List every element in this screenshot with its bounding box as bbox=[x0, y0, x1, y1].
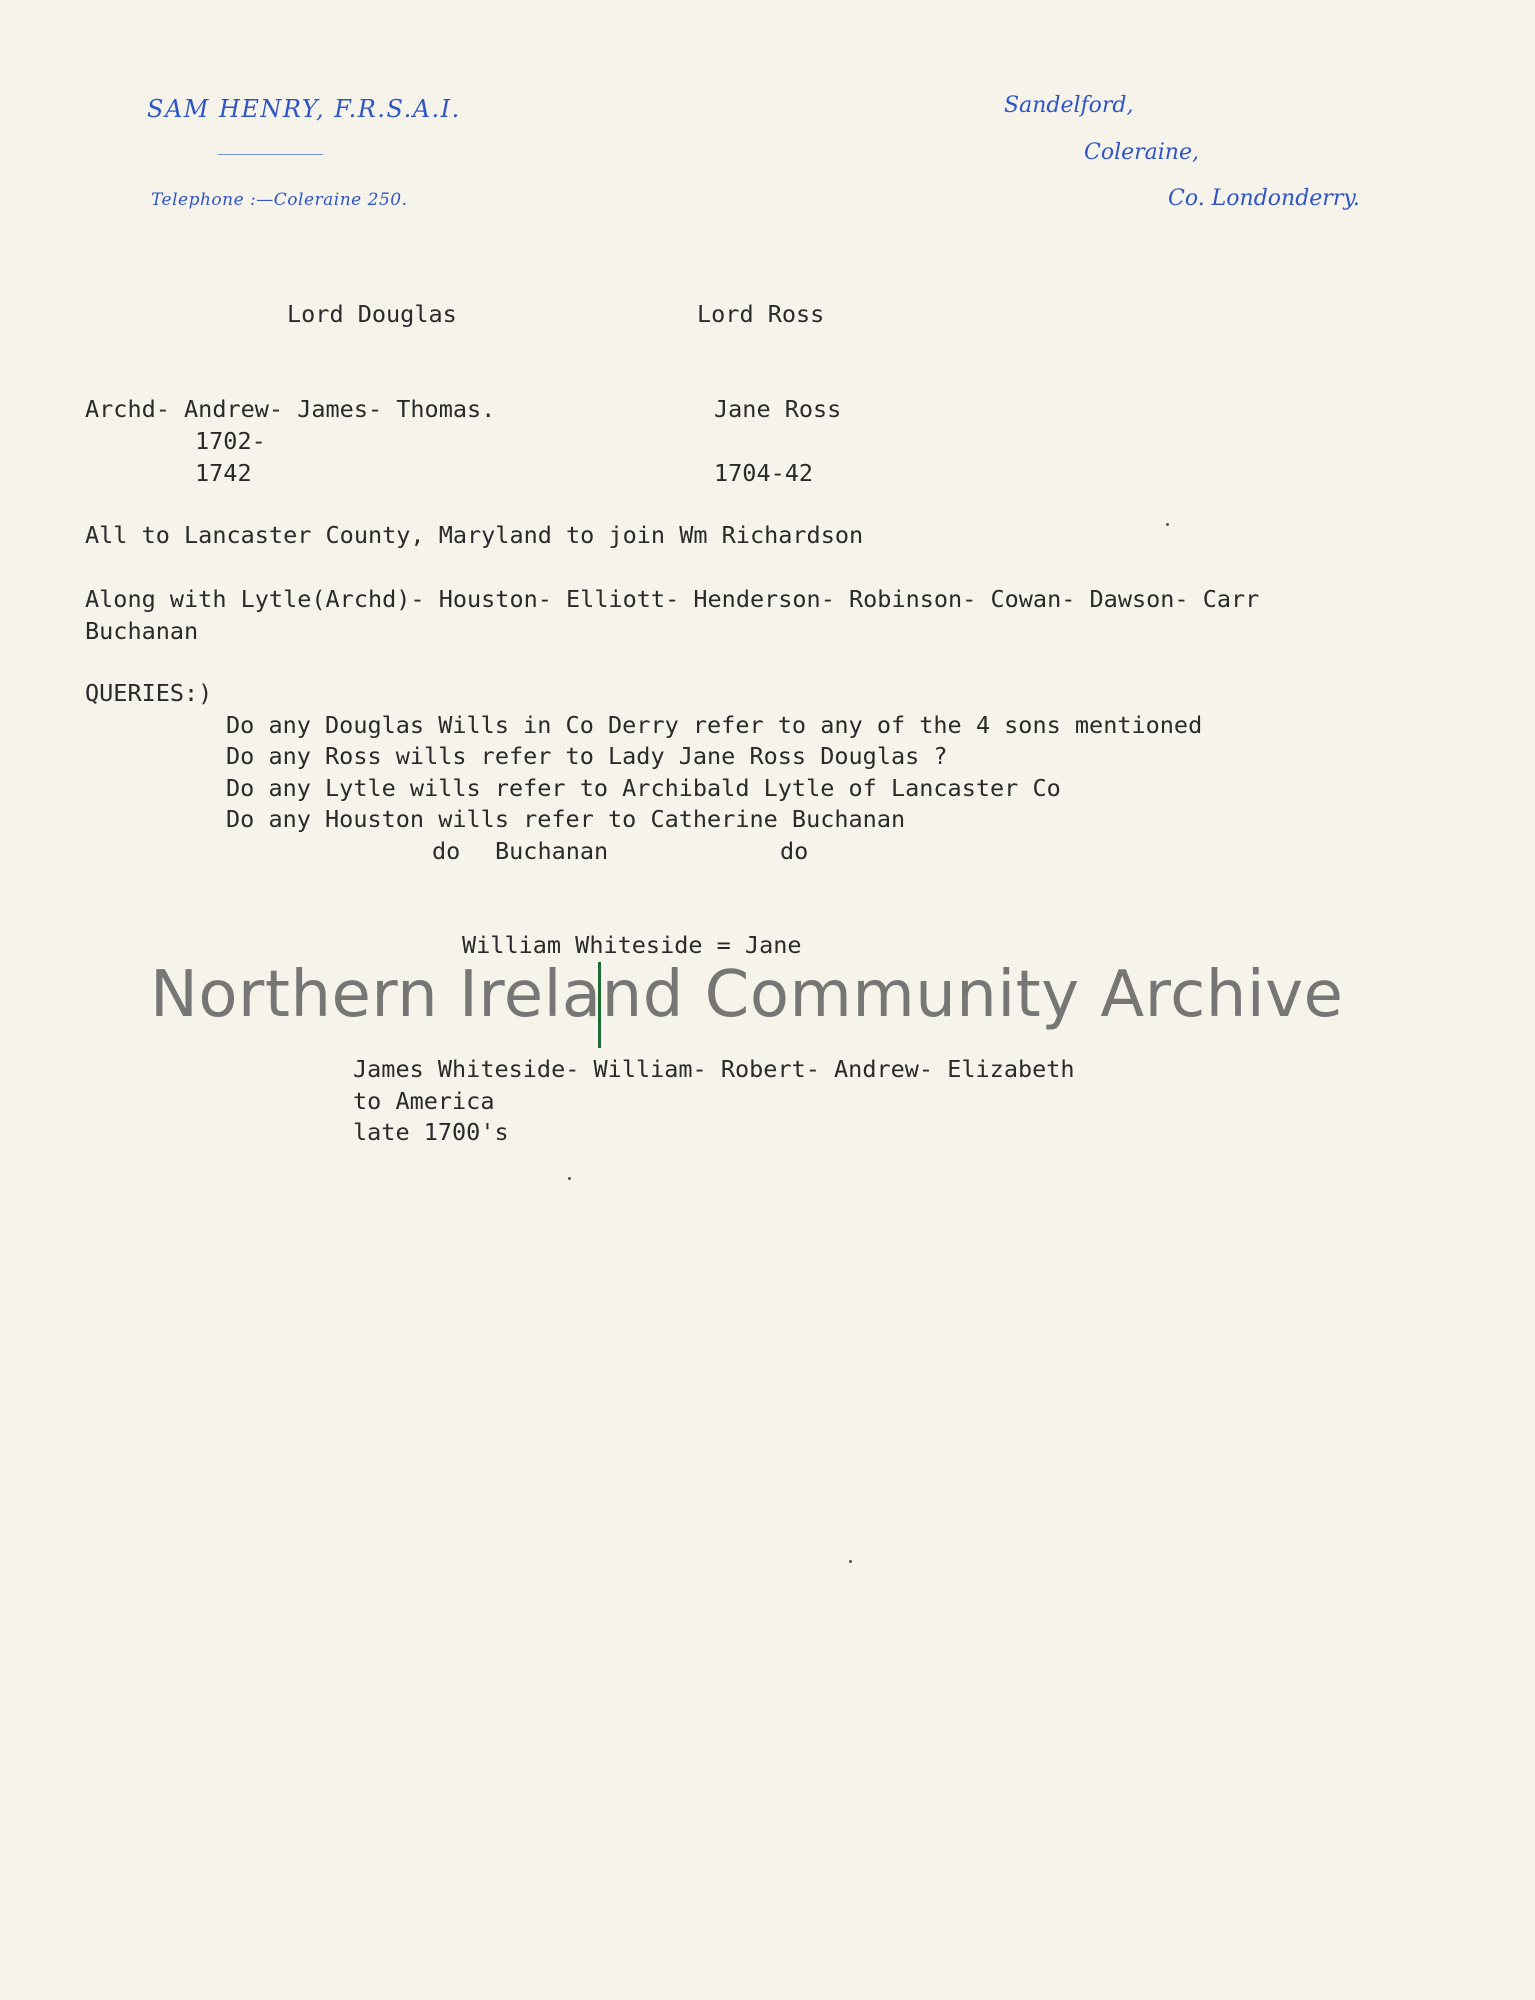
archive-watermark: Northern Ireland Community Archive bbox=[150, 958, 1344, 1032]
query-1: Do any Douglas Wills in Co Derry refer to any of the 4 sons mentioned bbox=[226, 711, 1203, 739]
along-with-line-2: Buchanan bbox=[85, 617, 199, 645]
letterhead-telephone: Telephone :—Coleraine 250. bbox=[151, 190, 408, 210]
destination-line: All to Lancaster County, Maryland to join Wm Richardson bbox=[85, 521, 864, 549]
heading-lord-ross: Lord Ross bbox=[697, 300, 825, 328]
wife-name: Jane Ross bbox=[714, 395, 842, 423]
paper-speck bbox=[1166, 523, 1169, 526]
heading-lord-douglas: Lord Douglas bbox=[287, 300, 457, 328]
query-4: Do any Houston wills refer to Catherine Buchanan bbox=[226, 805, 906, 833]
ditto-1: do bbox=[432, 837, 461, 865]
sons-dates-start: 1702- bbox=[195, 427, 266, 455]
paper-speck bbox=[568, 1177, 571, 1180]
letterhead-rule bbox=[218, 154, 323, 155]
along-with-line: Along with Lytle(Archd)- Houston- Elliott- Henderson- Robinson- Cowan- Dawson- Carr bbox=[85, 585, 1260, 613]
emigration-date: late 1700's bbox=[353, 1118, 509, 1146]
query-2: Do any Ross wills refer to Lady Jane Ross Douglas ? bbox=[226, 742, 948, 770]
whiteside-couple: William Whiteside = Jane bbox=[462, 931, 802, 959]
queries-heading: QUERIES:) bbox=[85, 679, 213, 707]
ditto-2: do bbox=[780, 837, 809, 865]
ditto-name: Buchanan bbox=[495, 837, 609, 865]
emigration-note: to America bbox=[353, 1087, 495, 1115]
whiteside-children: James Whiteside- William- Robert- Andrew- Elizabeth bbox=[353, 1055, 1075, 1083]
paper-speck bbox=[849, 1560, 852, 1563]
letterhead-name: SAM HENRY, F.R.S.A.I. bbox=[147, 95, 461, 123]
wife-dates: 1704-42 bbox=[714, 459, 814, 487]
address-line-1: Sandelford, bbox=[1004, 93, 1134, 118]
address-line-2: Coleraine, bbox=[1084, 140, 1199, 165]
address-line-3: Co. Londonderry. bbox=[1168, 186, 1360, 211]
sons-line: Archd- Andrew- James- Thomas. bbox=[85, 395, 496, 423]
query-3: Do any Lytle wills refer to Archibald Lytle of Lancaster Co bbox=[226, 774, 1061, 802]
sons-dates-end: 1742 bbox=[195, 459, 252, 487]
